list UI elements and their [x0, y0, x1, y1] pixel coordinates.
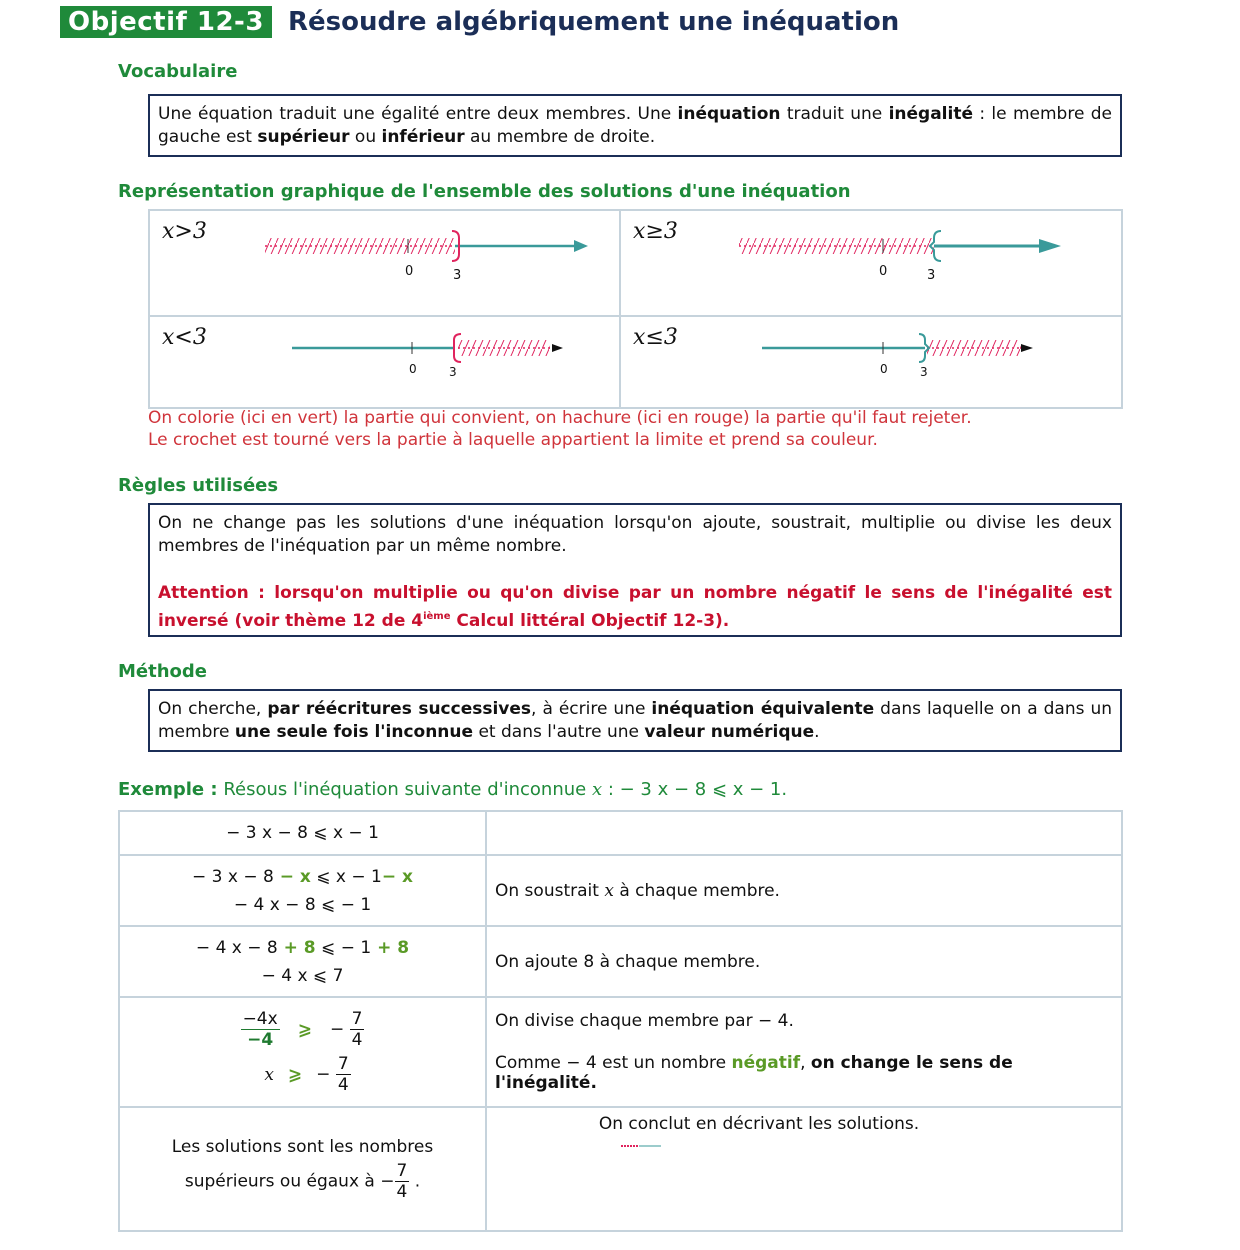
svg-text:0: 0	[405, 264, 414, 279]
method-box: On cherche, par réécritures successives, à écrire une inéquation équivalente dans laquelle on a dans un membre une seule fois l'inconnue et dans l'autre une valeur numérique.	[148, 689, 1122, 752]
graph-table	[148, 209, 1123, 409]
example-statement: Exemple : Résous l'inéquation suivante d'inconnue x : − 3 x − 8 ⩽ x − 1.	[118, 779, 788, 800]
svg-text:3: 3	[927, 268, 936, 283]
graph-cell-ge	[620, 210, 1122, 316]
graph-note-2: Le crochet est tourné vers la partie à laquelle appartient la limite et prend sa couleur.	[148, 430, 878, 450]
example-row-3: − 4 x − 8 + 8 ⩽ − 1 + 8 − 4 x ⩽ 7 On ajoute 8 à chaque membre.	[119, 926, 1122, 997]
page-header	[60, 5, 899, 39]
method-heading: Méthode	[118, 661, 207, 682]
number-line-gt	[150, 211, 620, 315]
example-row-1: − 3 x − 8 ⩽ x − 1	[119, 811, 1122, 855]
vocab-heading: Vocabulaire	[118, 61, 238, 82]
graph-label-lt: x<3	[162, 325, 207, 350]
page-title: Résoudre algébriquement une inéquation	[287, 7, 900, 37]
number-line-lt	[150, 317, 620, 407]
graph-cell-le	[620, 316, 1122, 408]
example-row-4: $\frac{-4x}{-4}$ ⩾ − $\frac{7}{4}$ x ⩾ − $\frac{7}{4}$ On divise chaque membre par − 4. Comme − 4 est un nombre négatif, on change le sens de l'inégalité.	[119, 997, 1122, 1107]
graph-cell-gt	[149, 210, 620, 316]
graph-note-1: On colorie (ici en vert) la partie qui convient, on hachure (ici en rouge) la partie qu'il faut rejeter.	[148, 408, 972, 428]
svg-text:0: 0	[880, 362, 888, 376]
rules-text: On ne change pas les solutions d'une inéquation lorsqu'on ajoute, soustrait, multiplie ou divise les deux membres de l'inéquation par un même nombre.	[158, 513, 1112, 556]
graph-label-gt: x>3	[162, 219, 207, 244]
graph-label-le: x≤3	[633, 325, 678, 350]
example-table	[118, 810, 1123, 1232]
rules-box	[148, 503, 1122, 637]
mini-number-line	[619, 1142, 669, 1150]
example-row-2: − 3 x − 8 − x ⩽ x − 1− x − 4 x − 8 ⩽ − 1 On soustrait x à chaque membre.	[119, 855, 1122, 926]
vocab-box: Une équation traduit une égalité entre deux membres. Une inéquation traduit une inégalité : le membre de gauche est supérieur ou inférieur au membre de droite.	[148, 94, 1122, 157]
svg-text:0: 0	[879, 264, 888, 279]
number-line-ge	[621, 211, 1122, 315]
svg-text:0: 0	[409, 362, 417, 376]
example-row-5: Les solutions sont les nombres supérieurs ou égaux à − $\frac{7}{4}$ . On conclut en décrivant les solutions.	[119, 1107, 1122, 1231]
graph-cell-lt	[149, 316, 620, 408]
rules-warning: Attention : lorsqu'on multiplie ou qu'on divise par un nombre négatif le sens de l'inégalité est inversé (voir thème 12 de 4ième Calcul littéral Objectif 12-3).	[158, 583, 1112, 631]
number-line-le	[621, 317, 1122, 407]
svg-text:3: 3	[920, 365, 928, 379]
svg-text:3: 3	[453, 268, 462, 283]
rules-heading: Règles utilisées	[118, 475, 279, 496]
graph-label-ge: x≥3	[633, 219, 678, 244]
svg-text:3: 3	[449, 365, 457, 379]
objective-badge: Objectif 12-3	[60, 6, 272, 38]
graph-heading: Représentation graphique de l'ensemble des solutions d'une inéquation	[118, 181, 851, 202]
